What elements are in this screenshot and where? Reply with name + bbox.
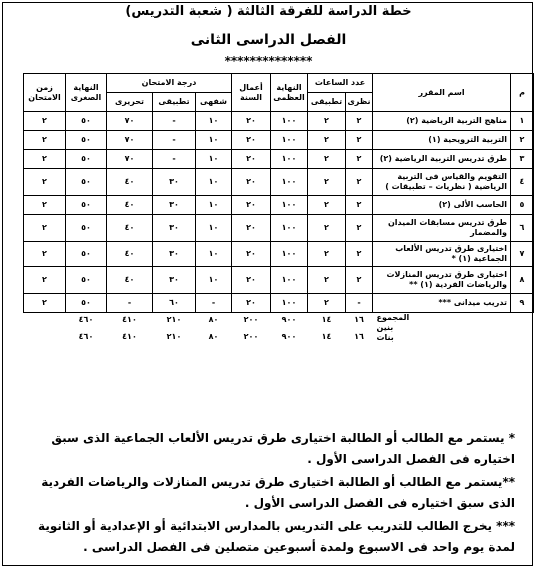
totals-boys-year: ٢٠٠ [243,314,259,324]
study-plan-table [23,73,534,347]
totals-boys-label: بنين [376,323,394,332]
totals-boys-oral: ٨٠ [208,314,219,324]
cell-practical: ٢ [308,150,346,169]
cell-min: ٥٠ [66,242,107,267]
cell-written: - [107,294,153,313]
totals-boys-theory: ١٦ [354,314,364,324]
cell-max: ١٠٠ [271,169,308,196]
cell-theory: ٢ [346,131,373,150]
cell-oral: ١٠ [196,150,232,169]
cell-theory: ٢ [346,215,373,242]
cell-year: ٢٠ [232,112,271,131]
footnote-3: *** يخرج الطالب للتدريب على التدريس بالمدارس الابتدائية أو الإعدادية أو الثانوية لمدة يوم واحد فى الاسبوع ولمدة أسبوعين متصلين فى الفصل الدراسى . [38,519,515,554]
footnote-2: **يستمر مع الطالب أو الطالبة اختيارى طرق تدريس المنازلات والرياضات الفردية الذى سبق اختياره فى الفصل الدراسى الأول . [41,475,515,510]
cell-applied: ٦٠ [153,294,196,313]
table-row [24,150,534,169]
cell-written: ٤٠ [107,215,153,242]
cell-course: اختيارى طرق تدريس الألعاب الجماعية (١) * [373,242,511,267]
cell-course: طرق تدريس التربية الرياضية (٢) [373,150,511,169]
cell-theory: ٢ [346,242,373,267]
cell-num: ٧ [511,242,534,267]
cell-min: ٥٠ [66,169,107,196]
cell-oral: ١٠ [196,267,232,294]
cell-num: ٦ [511,215,534,242]
cell-time: ٢ [24,267,66,294]
cell-oral: ١٠ [196,131,232,150]
cell-time: ٢ [24,215,66,242]
cell-theory: ٢ [346,150,373,169]
cell-applied: - [153,150,196,169]
cell-oral: - [196,294,232,313]
cell-time: ٢ [24,242,66,267]
cell-max: ١٠٠ [271,196,308,215]
header-min: النهاية الصغرى [66,74,107,112]
totals-boys-practical: ١٤ [321,314,332,324]
cell-max: ١٠٠ [271,112,308,131]
totals-cell [373,313,534,347]
header-practical: تطبيقى [308,93,346,112]
table-row [24,294,534,313]
cell-min: ٥٠ [66,294,107,313]
cell-course: الحاسب الألى (٢) [373,196,511,215]
cell-num: ٣ [511,150,534,169]
cell-time: ٢ [24,112,66,131]
cell-course: مناهج التربية الرياضية (٢) [373,112,511,131]
header-exam-grade: درجة الامتحان [107,74,232,93]
totals-girls-year: ٢٠٠ [243,331,259,341]
cell-practical: ٢ [308,294,346,313]
table-row [24,242,534,267]
header-written: تحريرى [107,93,153,112]
cell-practical: ٢ [308,242,346,267]
cell-written: ٤٠ [107,242,153,267]
table-row [24,169,534,196]
cell-max: ١٠٠ [271,131,308,150]
footnotes [20,428,515,560]
cell-theory: ٢ [346,112,373,131]
cell-time: ٢ [24,150,66,169]
cell-oral: ١٠ [196,242,232,267]
cell-time: ٢ [24,294,66,313]
cell-num: ٤ [511,169,534,196]
header-year-work: أعمال السنة [232,74,271,112]
cell-oral: ١٠ [196,215,232,242]
cell-time: ٢ [24,196,66,215]
cell-course: التربية الترويحية (١) [373,131,511,150]
totals-girls-max: ٩٠٠ [281,331,297,341]
cell-written: ٧٠ [107,150,153,169]
header-course: اسم المقرر [373,74,511,112]
cell-min: ٥٠ [66,112,107,131]
cell-time: ٢ [24,169,66,196]
cell-max: ١٠٠ [271,215,308,242]
table-row [24,267,534,294]
totals-boys-max: ٩٠٠ [281,314,297,324]
cell-min: ٥٠ [66,150,107,169]
cell-practical: ٢ [308,267,346,294]
cell-max: ١٠٠ [271,150,308,169]
cell-practical: ٢ [308,131,346,150]
table-row [24,215,534,242]
table-row [24,131,534,150]
totals-boys-written: ٤١٠ [122,314,137,324]
cell-practical: ٢ [308,169,346,196]
cell-applied: ٣٠ [153,215,196,242]
cell-year: ٢٠ [232,294,271,313]
header-hours: عدد الساعات [308,74,373,93]
table-row [24,196,534,215]
cell-theory: - [346,294,373,313]
cell-applied: ٣٠ [153,196,196,215]
totals-girls-written: ٤١٠ [122,331,137,341]
cell-year: ٢٠ [232,267,271,294]
cell-max: ١٠٠ [271,267,308,294]
cell-practical: ٢ [308,112,346,131]
cell-theory: ٢ [346,196,373,215]
cell-course: طرق تدريس مسابقات الميدان والمضمار [373,215,511,242]
cell-course: التقويم والقياس فى التربية الرياضية ( نظريات – تطبيقات ) [373,169,511,196]
cell-written: ٤٠ [107,169,153,196]
cell-applied: ٣٠ [153,169,196,196]
totals-boys-min: ٤٦٠ [78,314,94,324]
totals-boys-applied: ٢١٠ [166,314,182,324]
header-theory: نظرى [346,93,373,112]
cell-course: اختيارى طرق تدريس المنازلات والرياضات الفردية (١) ** [373,267,511,294]
header-exam-time: زمن الامتحان [24,74,66,112]
cell-year: ٢٠ [232,242,271,267]
cell-min: ٥٠ [66,215,107,242]
cell-theory: ٢ [346,169,373,196]
cell-applied: ٣٠ [153,267,196,294]
totals-girls-oral: ٨٠ [208,331,219,341]
cell-max: ١٠٠ [271,294,308,313]
cell-theory: ٢ [346,267,373,294]
cell-written: ٤٠ [107,267,153,294]
semester-title: الفصل الدراسى الثانى [190,32,347,48]
cell-min: ٥٠ [66,131,107,150]
cell-year: ٢٠ [232,131,271,150]
cell-num: ٨ [511,267,534,294]
cell-applied: ٣٠ [153,242,196,267]
cell-applied: - [153,131,196,150]
header-num: م [511,74,534,112]
cell-year: ٢٠ [232,215,271,242]
cell-num: ٢ [511,131,534,150]
cell-oral: ١٠ [196,112,232,131]
cell-num: ٥ [511,196,534,215]
totals-girls-theory: ١٦ [354,331,364,341]
totals-girls-min: ٤٦٠ [78,331,94,341]
cell-practical: ٢ [308,196,346,215]
totals-girls-practical: ١٤ [321,331,332,341]
totals-girls-label: بنات [376,333,394,342]
cell-year: ٢٠ [232,150,271,169]
totals-girls-applied: ٢١٠ [166,331,182,341]
cell-max: ١٠٠ [271,242,308,267]
stars-divider: ************** [224,54,313,68]
cell-applied: - [153,112,196,131]
cell-min: ٥٠ [66,196,107,215]
table-row [24,112,534,131]
cell-num: ٩ [511,294,534,313]
cell-year: ٢٠ [232,169,271,196]
page-title: خطة الدراسة للفرقة الثالثة ( شعبة التدريس) [125,4,412,19]
cell-written: ٧٠ [107,131,153,150]
header-oral: شفهى [196,93,232,112]
header-applied: تطبيقى [153,93,196,112]
cell-num: ١ [511,112,534,131]
totals-label: المجموع [376,313,410,322]
cell-year: ٢٠ [232,196,271,215]
cell-course: تدريب ميدانى *** [373,294,511,313]
header-max: النهاية العظمى [271,74,308,112]
cell-written: ٤٠ [107,196,153,215]
cell-practical: ٢ [308,215,346,242]
footnote-1: * يستمر مع الطالب أو الطالبة اختيارى طرق تدريس الألعاب الجماعية الذى سبق اختياره فى الفصل الدراسى الأول . [51,431,515,466]
cell-oral: ١٠ [196,196,232,215]
cell-written: ٧٠ [107,112,153,131]
cell-min: ٥٠ [66,267,107,294]
cell-oral: ١٠ [196,169,232,196]
cell-time: ٢ [24,131,66,150]
